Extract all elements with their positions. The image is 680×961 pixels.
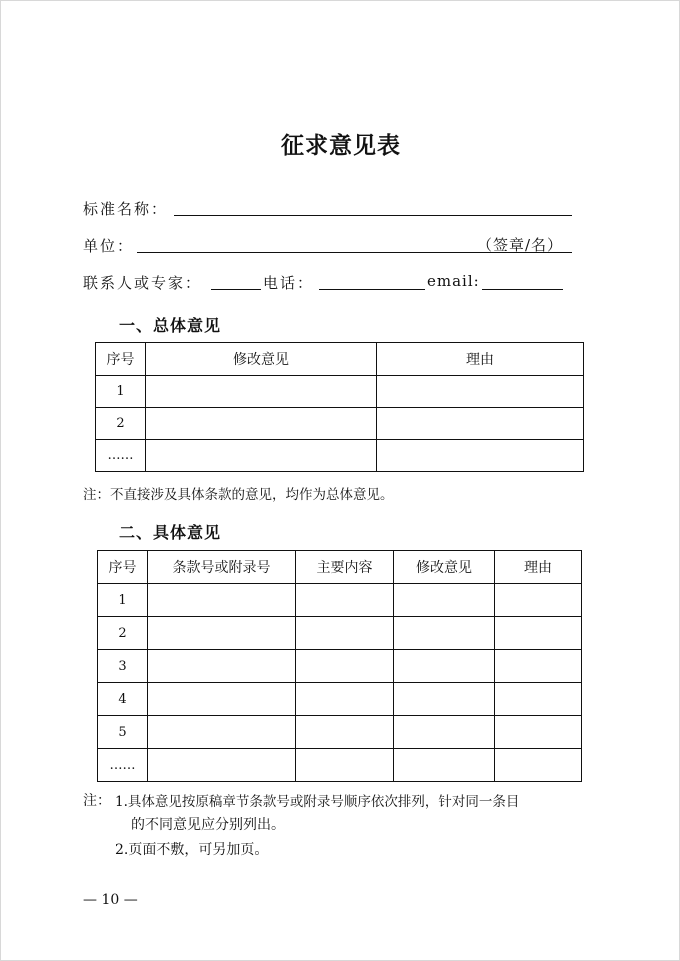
table-header-row: [98, 551, 582, 584]
page-number: — 10 —: [83, 892, 138, 908]
row-number: 2: [96, 408, 146, 440]
phone-label: 电话：: [263, 274, 315, 292]
contact-field[interactable]: [211, 289, 261, 290]
content-cell[interactable]: [296, 584, 394, 617]
content-cell[interactable]: [296, 650, 394, 683]
clause-cell[interactable]: [148, 584, 296, 617]
row-number: ……: [98, 749, 148, 782]
revision-cell[interactable]: [394, 617, 495, 650]
table-row: [98, 584, 582, 617]
unit-label: 单位：: [83, 237, 135, 255]
content-cell[interactable]: [296, 749, 394, 782]
seal-hint: （签章/名）: [477, 236, 564, 254]
table-row: [98, 617, 582, 650]
general-opinion-table: [95, 342, 584, 472]
row-number: 5: [98, 716, 148, 749]
table-row: [96, 376, 584, 408]
col-header-content: 主要内容: [296, 551, 394, 584]
revision-cell[interactable]: [394, 749, 495, 782]
clause-cell[interactable]: [148, 683, 296, 716]
content-cell[interactable]: [296, 617, 394, 650]
table-row: [96, 440, 584, 472]
col-header-reason: 理由: [495, 551, 582, 584]
revision-cell[interactable]: [146, 440, 377, 472]
reason-cell[interactable]: [495, 584, 582, 617]
table-header-row: [96, 343, 584, 376]
specific-note-item2: 2.页面不敷，可另加页。: [115, 842, 269, 858]
table-row: [98, 749, 582, 782]
col-header-clause: 条款号或附录号: [148, 551, 296, 584]
section-general-heading: 一、总体意见: [119, 316, 222, 335]
row-number: 1: [96, 376, 146, 408]
reason-cell[interactable]: [377, 408, 584, 440]
content-cell[interactable]: [296, 683, 394, 716]
specific-opinion-table: [97, 550, 582, 782]
specific-note-item1-line1: 1.具体意见按原稿章节条款号或附录号顺序依次排列，针对同一条目: [115, 794, 520, 810]
col-header-seq: 序号: [98, 551, 148, 584]
revision-cell[interactable]: [394, 650, 495, 683]
table-row: [98, 650, 582, 683]
clause-cell[interactable]: [148, 617, 296, 650]
row-number: 3: [98, 650, 148, 683]
revision-cell[interactable]: [394, 683, 495, 716]
section-specific-heading: 二、具体意见: [119, 523, 222, 542]
reason-cell[interactable]: [377, 376, 584, 408]
row-number: 2: [98, 617, 148, 650]
specific-note-prefix: 注：: [83, 793, 111, 809]
col-header-revision: 修改意见: [394, 551, 495, 584]
col-header-revision: 修改意见: [146, 343, 377, 376]
reason-cell[interactable]: [495, 650, 582, 683]
reason-cell[interactable]: [495, 617, 582, 650]
revision-cell[interactable]: [394, 584, 495, 617]
email-field[interactable]: [482, 289, 563, 290]
revision-cell[interactable]: [146, 376, 377, 408]
table-row: [98, 716, 582, 749]
standard-name-label: 标准名称：: [83, 200, 169, 218]
col-header-reason: 理由: [377, 343, 584, 376]
phone-field[interactable]: [319, 289, 425, 290]
revision-cell[interactable]: [394, 716, 495, 749]
clause-cell[interactable]: [148, 749, 296, 782]
page-title: 征求意见表: [281, 133, 401, 159]
row-number: 1: [98, 584, 148, 617]
table-row: [98, 683, 582, 716]
row-number: 4: [98, 683, 148, 716]
row-number: ……: [96, 440, 146, 472]
clause-cell[interactable]: [148, 650, 296, 683]
col-header-seq: 序号: [96, 343, 146, 376]
general-note: 注：不直接涉及具体条款的意见，均作为总体意见。: [83, 487, 394, 503]
reason-cell[interactable]: [377, 440, 584, 472]
reason-cell[interactable]: [495, 749, 582, 782]
revision-cell[interactable]: [146, 408, 377, 440]
clause-cell[interactable]: [148, 716, 296, 749]
content-cell[interactable]: [296, 716, 394, 749]
contact-label: 联系人或专家：: [83, 274, 203, 292]
reason-cell[interactable]: [495, 716, 582, 749]
specific-note-item1-line2: 的不同意见应分别列出。: [131, 817, 285, 833]
reason-cell[interactable]: [495, 683, 582, 716]
email-label: email:: [427, 272, 480, 290]
standard-name-field[interactable]: [174, 215, 572, 216]
table-row: [96, 408, 584, 440]
